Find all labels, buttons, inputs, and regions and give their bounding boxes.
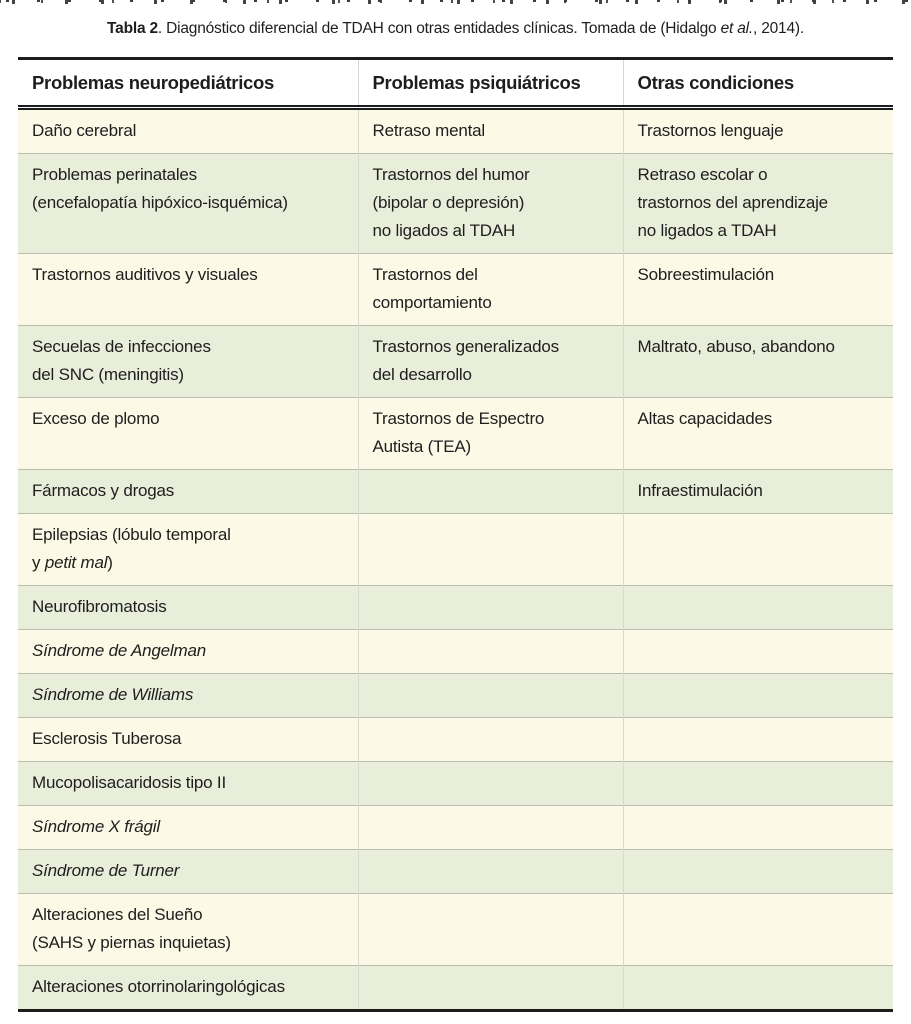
table-cell: Fármacos y drogas <box>18 470 358 514</box>
table-row <box>18 586 893 630</box>
table-cell <box>623 762 893 806</box>
table-cell <box>623 894 893 966</box>
table-cell: Altas capacidades <box>623 398 893 470</box>
table-cell: Retraso escolar o trastornos del aprendizaje no ligados a TDAH <box>623 154 893 254</box>
table-body <box>18 108 893 1011</box>
table-row <box>18 718 893 762</box>
table-cell: Trastornos del humor (bipolar o depresión) no ligados al TDAH <box>358 154 623 254</box>
table-caption-suffix: , 2014). <box>752 20 804 37</box>
table-cell: Alteraciones otorrinolaringológicas <box>18 966 358 1011</box>
table-row <box>18 326 893 398</box>
table-cell <box>358 514 623 586</box>
table-cell: Neurofibromatosis <box>18 586 358 630</box>
table-cell: Daño cerebral <box>18 108 358 154</box>
table-row <box>18 630 893 674</box>
table-cell <box>358 894 623 966</box>
table-cell <box>623 806 893 850</box>
column-header-otras-condiciones: Otras condiciones <box>623 59 893 108</box>
differential-diagnosis-table <box>18 57 893 1012</box>
table-cell: Infraestimulación <box>623 470 893 514</box>
table-caption-etal: et al. <box>720 20 753 37</box>
table-cell: Esclerosis Tuberosa <box>18 718 358 762</box>
table-cell <box>623 718 893 762</box>
table-cell: Trastornos de Espectro Autista (TEA) <box>358 398 623 470</box>
table-cell <box>358 806 623 850</box>
table-row <box>18 514 893 586</box>
table-header-row <box>18 59 893 108</box>
table-caption-text: . Diagnóstico diferencial de TDAH con otras entidades clínicas. Tomada de (Hidalgo <box>157 20 721 37</box>
table-cell: Epilepsias (lóbulo temporal y petit mal) <box>18 514 358 586</box>
table-cell: Alteraciones del Sueño (SAHS y piernas inquietas) <box>18 894 358 966</box>
table-cell: Síndrome de Angelman <box>18 630 358 674</box>
table-row <box>18 894 893 966</box>
table-row <box>18 398 893 470</box>
table-row <box>18 154 893 254</box>
table-cell <box>358 718 623 762</box>
table-cell: Maltrato, abuso, abandono <box>623 326 893 398</box>
table-cell <box>358 850 623 894</box>
table-cell <box>358 762 623 806</box>
column-header-neuropediatricos: Problemas neuropediátricos <box>18 59 358 108</box>
column-header-psiquiatricos: Problemas psiquiátricos <box>358 59 623 108</box>
table-row <box>18 108 893 154</box>
table-caption <box>0 19 911 39</box>
table-cell <box>623 586 893 630</box>
table-caption-label: Tabla 2 <box>107 20 158 37</box>
table-cell: Trastornos del comportamiento <box>358 254 623 326</box>
table-cell <box>623 514 893 586</box>
table-cell <box>358 966 623 1011</box>
table-cell <box>358 586 623 630</box>
table-cell: Trastornos lenguaje <box>623 108 893 154</box>
cropped-text-artifact <box>0 0 911 5</box>
table-cell: Retraso mental <box>358 108 623 154</box>
table-cell: Secuelas de infecciones del SNC (meningitis) <box>18 326 358 398</box>
table-cell <box>358 674 623 718</box>
table-row <box>18 806 893 850</box>
table-row <box>18 254 893 326</box>
table-cell: Síndrome X frágil <box>18 806 358 850</box>
table-row <box>18 470 893 514</box>
table-cell <box>358 470 623 514</box>
table-cell: Trastornos generalizados del desarrollo <box>358 326 623 398</box>
table-cell: Problemas perinatales (encefalopatía hipóxico-isquémica) <box>18 154 358 254</box>
table-cell: Mucopolisacaridosis tipo II <box>18 762 358 806</box>
table-cell <box>623 630 893 674</box>
table-cell: Exceso de plomo <box>18 398 358 470</box>
table-cell <box>358 630 623 674</box>
table-row <box>18 674 893 718</box>
table-cell: Sobreestimulación <box>623 254 893 326</box>
table-cell <box>623 966 893 1011</box>
table-cell: Síndrome de Williams <box>18 674 358 718</box>
table-row <box>18 850 893 894</box>
table-row <box>18 762 893 806</box>
table-row <box>18 966 893 1011</box>
table-cell: Síndrome de Turner <box>18 850 358 894</box>
table-cell <box>623 850 893 894</box>
table-cell <box>623 674 893 718</box>
table-cell: Trastornos auditivos y visuales <box>18 254 358 326</box>
